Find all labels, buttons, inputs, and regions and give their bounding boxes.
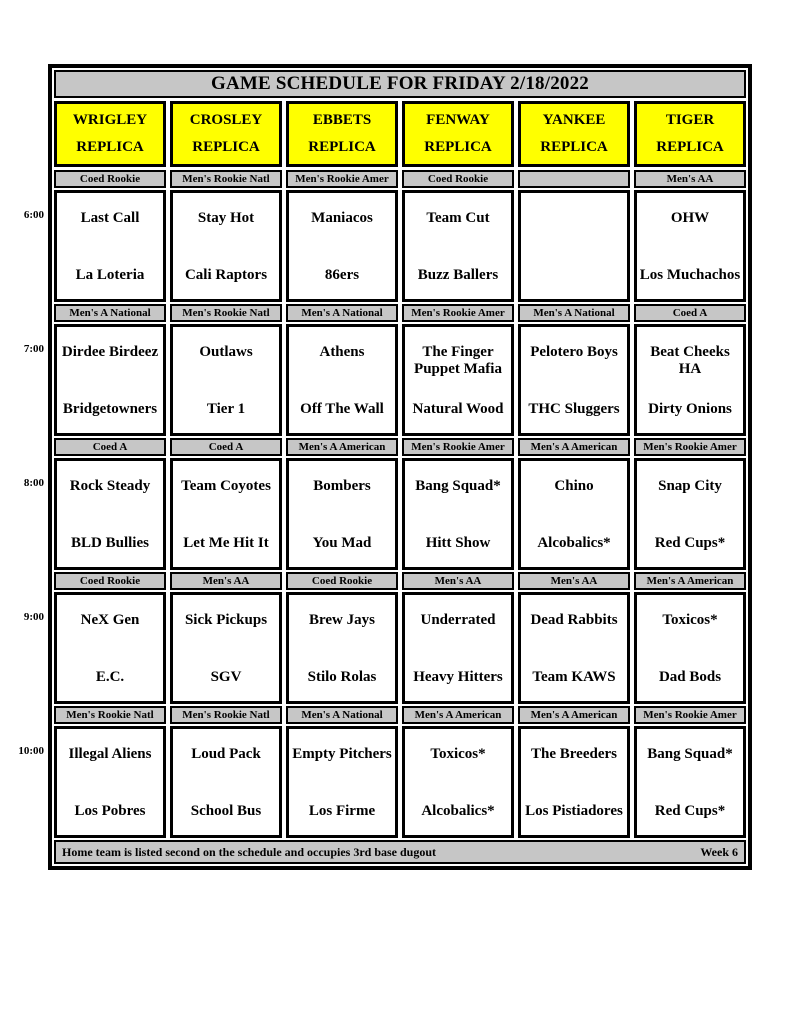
division-cell bbox=[518, 438, 630, 456]
division-label: Men's Rookie Amer bbox=[411, 441, 505, 453]
game-cell bbox=[518, 458, 630, 570]
game-cell bbox=[634, 458, 746, 570]
home-team: Tier 1 bbox=[206, 401, 246, 417]
visitor-team: The Finger Puppet Mafia bbox=[414, 344, 502, 377]
slot-game-row bbox=[23, 458, 746, 570]
division-label: Men's A American bbox=[530, 441, 618, 453]
game-cell bbox=[634, 726, 746, 838]
time-label: 8:00 bbox=[23, 477, 44, 489]
division-label: Coed Rookie bbox=[311, 575, 373, 587]
division-cell bbox=[286, 438, 398, 456]
division-label: Men's AA bbox=[666, 173, 714, 185]
time-label: 9:00 bbox=[23, 611, 44, 623]
venue-header-cell bbox=[518, 101, 630, 167]
slot-game-row bbox=[23, 324, 746, 436]
home-team: La Loteria bbox=[75, 267, 145, 283]
home-team: Off The Wall bbox=[300, 401, 384, 417]
slot-game-row bbox=[23, 592, 746, 704]
slot-game-row bbox=[23, 190, 746, 302]
division-label: Men's A National bbox=[301, 709, 383, 721]
division-cell bbox=[54, 706, 166, 724]
division-cell bbox=[518, 572, 630, 590]
home-team: Let Me Hit It bbox=[183, 535, 269, 551]
division-cell bbox=[170, 170, 282, 188]
game-cell bbox=[286, 726, 398, 838]
visitor-team: NeX Gen bbox=[80, 612, 140, 628]
division-label: Men's A American bbox=[298, 441, 386, 453]
visitor-team: Sick Pickups bbox=[184, 612, 268, 628]
venue-subtitle: REPLICA bbox=[656, 139, 724, 155]
footer-bar bbox=[54, 840, 746, 864]
slot-division-row bbox=[54, 170, 746, 188]
division-cell bbox=[170, 572, 282, 590]
game-cell bbox=[402, 458, 514, 570]
division-label: Men's AA bbox=[202, 575, 250, 587]
time-label: 10:00 bbox=[18, 745, 44, 757]
game-cell bbox=[286, 324, 398, 436]
division-label: Men's A National bbox=[301, 307, 383, 319]
home-team: Los Pistiadores bbox=[525, 803, 623, 819]
visitor-team: Dirdee Birdeez bbox=[61, 344, 159, 360]
visitor-team: Dead Rabbits bbox=[530, 612, 618, 628]
game-cell bbox=[634, 592, 746, 704]
venue-header-cell bbox=[170, 101, 282, 167]
visitor-team: Rock Steady bbox=[69, 478, 151, 494]
page-title: GAME SCHEDULE FOR FRIDAY 2/18/2022 bbox=[210, 73, 590, 94]
home-team: Alcobalics* bbox=[421, 803, 495, 819]
home-team: Stilo Rolas bbox=[307, 669, 377, 685]
visitor-team: Loud Pack bbox=[191, 746, 261, 762]
game-cell bbox=[170, 592, 282, 704]
visitor-team: OHW bbox=[670, 210, 710, 226]
game-cell bbox=[518, 324, 630, 436]
division-cell bbox=[54, 170, 166, 188]
visitor-team: Toxicos* bbox=[662, 612, 718, 628]
division-cell bbox=[402, 706, 514, 724]
visitor-team: Athens bbox=[319, 344, 365, 360]
schedule-table bbox=[18, 64, 752, 870]
slot-division-row bbox=[54, 572, 746, 590]
week-label: Week 6 bbox=[700, 844, 738, 859]
home-team: Dirty Onions bbox=[648, 401, 732, 417]
venue-subtitle: REPLICA bbox=[424, 139, 492, 155]
game-cell bbox=[634, 324, 746, 436]
slot-division-row bbox=[54, 304, 746, 322]
venue-subtitle: REPLICA bbox=[308, 139, 376, 155]
home-team: 86ers bbox=[324, 267, 360, 283]
home-team: Los Muchachos bbox=[639, 267, 741, 283]
division-cell bbox=[518, 304, 630, 322]
home-team: Natural Wood bbox=[412, 401, 504, 417]
home-team: You Mad bbox=[312, 535, 372, 551]
division-label: Coed Rookie bbox=[427, 173, 489, 185]
visitor-team: Brew Jays bbox=[309, 612, 375, 628]
division-cell bbox=[518, 706, 630, 724]
game-cell bbox=[54, 592, 166, 704]
division-cell bbox=[518, 170, 630, 188]
slot-game-row bbox=[18, 726, 746, 838]
visitor-team: Outlaws bbox=[199, 344, 253, 360]
game-cell bbox=[54, 726, 166, 838]
division-cell bbox=[634, 706, 746, 724]
time-label: 6:00 bbox=[23, 209, 44, 221]
venue-name: WRIGLEY bbox=[72, 112, 148, 128]
game-cell bbox=[54, 190, 166, 302]
home-team: Los Firme bbox=[308, 803, 376, 819]
division-label: Men's Rookie Natl bbox=[182, 173, 270, 185]
venue-header-row bbox=[54, 101, 746, 167]
home-team: Buzz Ballers bbox=[417, 267, 499, 283]
venue-name: FENWAY bbox=[426, 112, 490, 128]
venue-header-cell bbox=[286, 101, 398, 167]
division-label: Coed A bbox=[208, 441, 244, 453]
visitor-team: Toxicos* bbox=[430, 746, 486, 762]
visitor-team: The Breeders bbox=[531, 746, 617, 762]
visitor-team: Snap City bbox=[658, 478, 722, 494]
division-label: Men's A National bbox=[533, 307, 615, 319]
division-label: Coed Rookie bbox=[79, 575, 141, 587]
home-team: Dad Bods bbox=[658, 669, 722, 685]
visitor-team: Empty Pitchers bbox=[292, 746, 392, 762]
home-team: Cali Raptors bbox=[184, 267, 268, 283]
division-label: Men's Rookie Amer bbox=[411, 307, 505, 319]
game-cell bbox=[286, 190, 398, 302]
division-label: Men's A American bbox=[646, 575, 734, 587]
division-cell bbox=[54, 304, 166, 322]
game-cell bbox=[634, 190, 746, 302]
home-team: Alcobalics* bbox=[537, 535, 611, 551]
division-cell bbox=[170, 438, 282, 456]
game-cell bbox=[518, 726, 630, 838]
title-bar bbox=[54, 70, 746, 98]
division-cell bbox=[634, 170, 746, 188]
division-cell bbox=[286, 572, 398, 590]
division-label: Men's AA bbox=[434, 575, 482, 587]
game-cell bbox=[54, 458, 166, 570]
division-label: Men's Rookie Natl bbox=[182, 709, 270, 721]
division-cell bbox=[286, 706, 398, 724]
home-team: Heavy Hitters bbox=[413, 669, 503, 685]
home-team: Team KAWS bbox=[532, 669, 616, 685]
division-label: Men's A National bbox=[69, 307, 151, 319]
venue-name: EBBETS bbox=[312, 112, 372, 128]
visitor-team: Maniacos bbox=[311, 210, 373, 226]
division-cell bbox=[402, 438, 514, 456]
home-team: Hitt Show bbox=[425, 535, 491, 551]
home-team: Red Cups* bbox=[654, 803, 726, 819]
visitor-team: Stay Hot bbox=[197, 210, 255, 226]
home-team: Bridgetowners bbox=[62, 401, 158, 417]
game-cell bbox=[170, 324, 282, 436]
home-team: THC Sluggers bbox=[528, 401, 620, 417]
visitor-team: Bang Squad* bbox=[415, 478, 501, 494]
visitor-team: Team Coyotes bbox=[181, 478, 271, 494]
division-cell bbox=[170, 706, 282, 724]
visitor-team: Underrated bbox=[420, 612, 496, 628]
division-label: Men's Rookie Amer bbox=[643, 441, 737, 453]
division-cell bbox=[402, 170, 514, 188]
visitor-team: Beat Cheeks HA bbox=[650, 344, 730, 377]
division-cell bbox=[402, 572, 514, 590]
game-cell bbox=[170, 726, 282, 838]
division-cell bbox=[634, 438, 746, 456]
home-team: School Bus bbox=[190, 803, 262, 819]
game-cell bbox=[286, 592, 398, 704]
footer-note: Home team is listed second on the schedule and occupies 3rd base dugout bbox=[62, 844, 437, 859]
division-label: Men's A American bbox=[530, 709, 618, 721]
game-cell bbox=[402, 726, 514, 838]
division-label: Men's Rookie Natl bbox=[66, 709, 154, 721]
division-label: Men's Rookie Amer bbox=[643, 709, 737, 721]
game-cell bbox=[170, 190, 282, 302]
venue-subtitle: REPLICA bbox=[76, 139, 144, 155]
division-cell bbox=[402, 304, 514, 322]
visitor-team: Pelotero Boys bbox=[530, 344, 618, 360]
slot-division-row bbox=[54, 438, 746, 456]
division-cell bbox=[170, 304, 282, 322]
division-label: Men's Rookie Amer bbox=[295, 173, 389, 185]
game-cell bbox=[402, 592, 514, 704]
division-cell bbox=[634, 304, 746, 322]
home-team: BLD Bullies bbox=[71, 535, 149, 551]
venue-header-cell bbox=[54, 101, 166, 167]
visitor-team: Last Call bbox=[80, 210, 140, 226]
game-cell bbox=[286, 458, 398, 570]
game-cell bbox=[402, 190, 514, 302]
slot-division-row bbox=[54, 706, 746, 724]
visitor-team: Team Cut bbox=[426, 210, 490, 226]
division-label: Men's AA bbox=[550, 575, 598, 587]
game-cell bbox=[170, 458, 282, 570]
visitor-team: Illegal Aliens bbox=[68, 746, 152, 762]
division-label: Coed A bbox=[672, 307, 708, 319]
division-label: Coed A bbox=[92, 441, 128, 453]
division-cell bbox=[54, 438, 166, 456]
division-cell bbox=[54, 572, 166, 590]
game-cell bbox=[518, 592, 630, 704]
game-cell bbox=[402, 324, 514, 436]
slots bbox=[18, 170, 746, 838]
visitor-team: Bang Squad* bbox=[647, 746, 733, 762]
venue-header-cell bbox=[634, 101, 746, 167]
venue-header-cell bbox=[402, 101, 514, 167]
division-label: Men's Rookie Natl bbox=[182, 307, 270, 319]
home-team: Red Cups* bbox=[654, 535, 726, 551]
game-cell bbox=[518, 190, 630, 302]
home-team: Los Pobres bbox=[74, 803, 146, 819]
venue-name: TIGER bbox=[665, 112, 715, 128]
division-cell bbox=[634, 572, 746, 590]
home-team: E.C. bbox=[95, 669, 125, 685]
visitor-team: Chino bbox=[554, 478, 594, 494]
venue-subtitle: REPLICA bbox=[192, 139, 260, 155]
venue-subtitle: REPLICA bbox=[540, 139, 608, 155]
division-label: Men's A American bbox=[414, 709, 502, 721]
time-label: 7:00 bbox=[23, 343, 44, 355]
division-cell bbox=[286, 170, 398, 188]
home-team: SGV bbox=[210, 669, 242, 685]
game-cell bbox=[54, 324, 166, 436]
venue-name: YANKEE bbox=[542, 112, 606, 128]
visitor-team: Bombers bbox=[313, 478, 371, 494]
division-cell bbox=[286, 304, 398, 322]
venue-name: CROSLEY bbox=[189, 112, 263, 128]
division-label: Coed Rookie bbox=[79, 173, 141, 185]
